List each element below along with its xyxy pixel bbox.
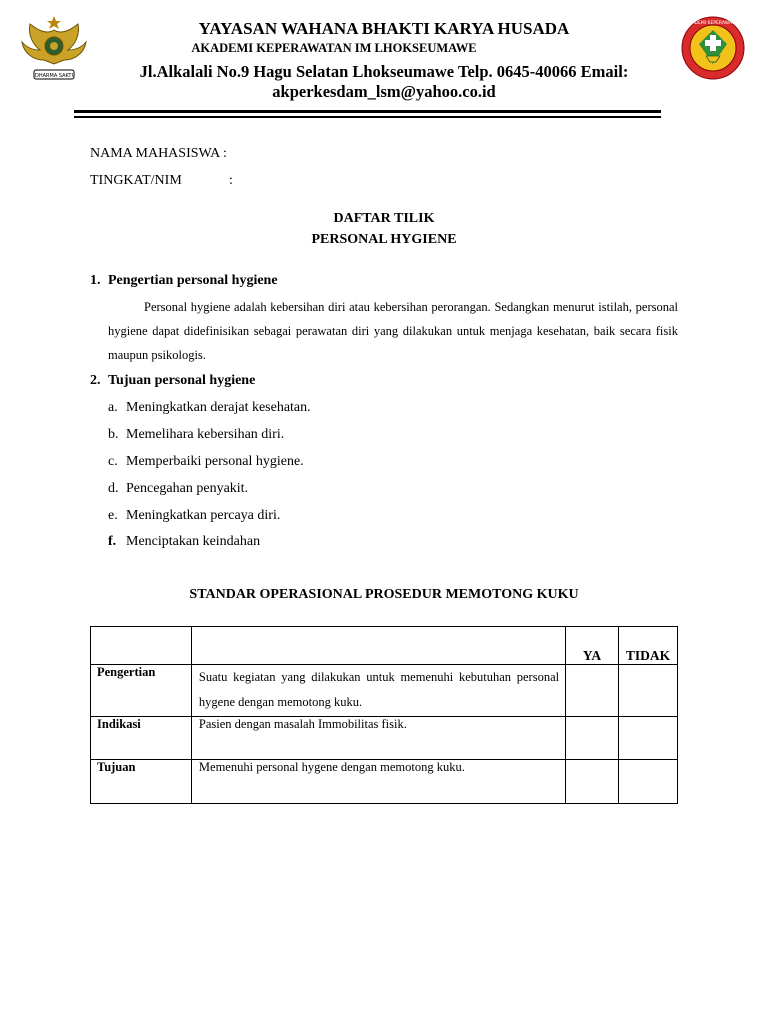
checkbox-yes[interactable] <box>566 665 619 717</box>
header-rule-thin <box>74 116 661 118</box>
row-label-text: Tujuan <box>97 760 136 774</box>
list-item <box>108 454 304 470</box>
list-item-text: Pencegahan penyakit. <box>126 481 249 496</box>
list-item-marker: b. <box>108 427 119 442</box>
row-label-text: Pengertian <box>97 665 156 679</box>
column-yes-header: YA <box>566 627 619 665</box>
right-logo-text: AKADEMI KEPERAWATAN <box>685 21 741 26</box>
row-label-text: Indikasi <box>97 717 141 731</box>
list-item-marker: a. <box>108 400 118 415</box>
section1-heading: Pengertian personal hygiene <box>108 273 278 288</box>
table-row <box>91 760 678 804</box>
email-line: akperkesdam_lsm@yahoo.co.id <box>272 82 496 101</box>
column-no-header: TIDAK <box>619 627 678 665</box>
level-nim-colon: : <box>229 173 233 188</box>
list-item-marker: f. <box>108 534 117 549</box>
checkbox-no[interactable] <box>619 665 678 717</box>
header-rule-thick <box>74 110 661 113</box>
list-item-marker: c. <box>108 454 118 469</box>
list-item <box>108 400 311 416</box>
section2-heading: Tujuan personal hygiene <box>108 373 256 388</box>
list-item-text: Meningkatkan percaya diri. <box>126 508 281 523</box>
list-item-text: Memelihara kebersihan diri. <box>126 427 285 442</box>
left-logo-motto: DHARMA SAKTI <box>35 73 73 79</box>
list-item-marker: d. <box>108 481 119 496</box>
table-header-cell <box>191 627 565 665</box>
checklist-title: DAFTAR TILIK <box>333 211 435 226</box>
checkbox-no[interactable] <box>619 760 678 804</box>
checklist-subtitle: PERSONAL HYGIENE <box>311 232 457 247</box>
table-header-row <box>91 627 678 665</box>
list-item <box>108 427 284 443</box>
level-nim-label: TINGKAT/NIM <box>90 173 182 188</box>
row-description: Memenuhi personal hygene dengan memotong kuku. <box>191 760 565 804</box>
section1-paragraph: Personal hygiene adalah kebersihan diri atau kebersihan perorangan. Sedangkan menurut istilah, personal hygiene dapat didefinisikan sebagai perawatan diri yang dilakukan untuk menjaga kesehatan, baik secara fisik maupun psikologis. <box>108 300 678 362</box>
list-item <box>108 508 280 524</box>
address-line: Jl.Alkalali No.9 Hagu Selatan Lhokseumawe Telp. 0645-40066 Email: <box>139 62 629 81</box>
checkbox-yes[interactable] <box>566 760 619 804</box>
list-item-text: Meningkatkan derajat kesehatan. <box>126 400 311 415</box>
list-item <box>108 534 260 550</box>
row-description: Suatu kegiatan yang dilakukan untuk memenuhi kebutuhan personal hygene dengan memotong kuku. <box>191 665 565 717</box>
row-label <box>91 760 192 804</box>
sop-title: STANDAR OPERASIONAL PROSEDUR MEMOTONG KUKU <box>189 587 579 602</box>
section2-number: 2. <box>90 373 101 388</box>
list-item-marker: e. <box>108 508 118 523</box>
table-header-cell <box>91 627 192 665</box>
table-row <box>91 665 678 717</box>
foundation-name: YAYASAN WAHANA BHAKTI KARYA HUSADA <box>198 19 570 38</box>
list-item <box>108 481 248 497</box>
row-description: Pasien dengan masalah Immobilitas fisik. <box>191 717 565 760</box>
table-row <box>91 717 678 760</box>
student-name-label: NAMA MAHASISWA : <box>90 146 227 161</box>
academy-name: AKADEMI KEPERAWATAN IM LHOKSEUMAWE <box>191 41 477 55</box>
checkbox-yes[interactable] <box>566 717 619 760</box>
sop-table <box>90 626 678 804</box>
row-label <box>91 717 192 760</box>
row-label <box>91 665 192 717</box>
section1-number: 1. <box>90 273 101 288</box>
checkbox-no[interactable] <box>619 717 678 760</box>
list-item-text: Menciptakan keindahan <box>126 534 261 549</box>
list-item-text: Memperbaiki personal hygiene. <box>126 454 304 469</box>
